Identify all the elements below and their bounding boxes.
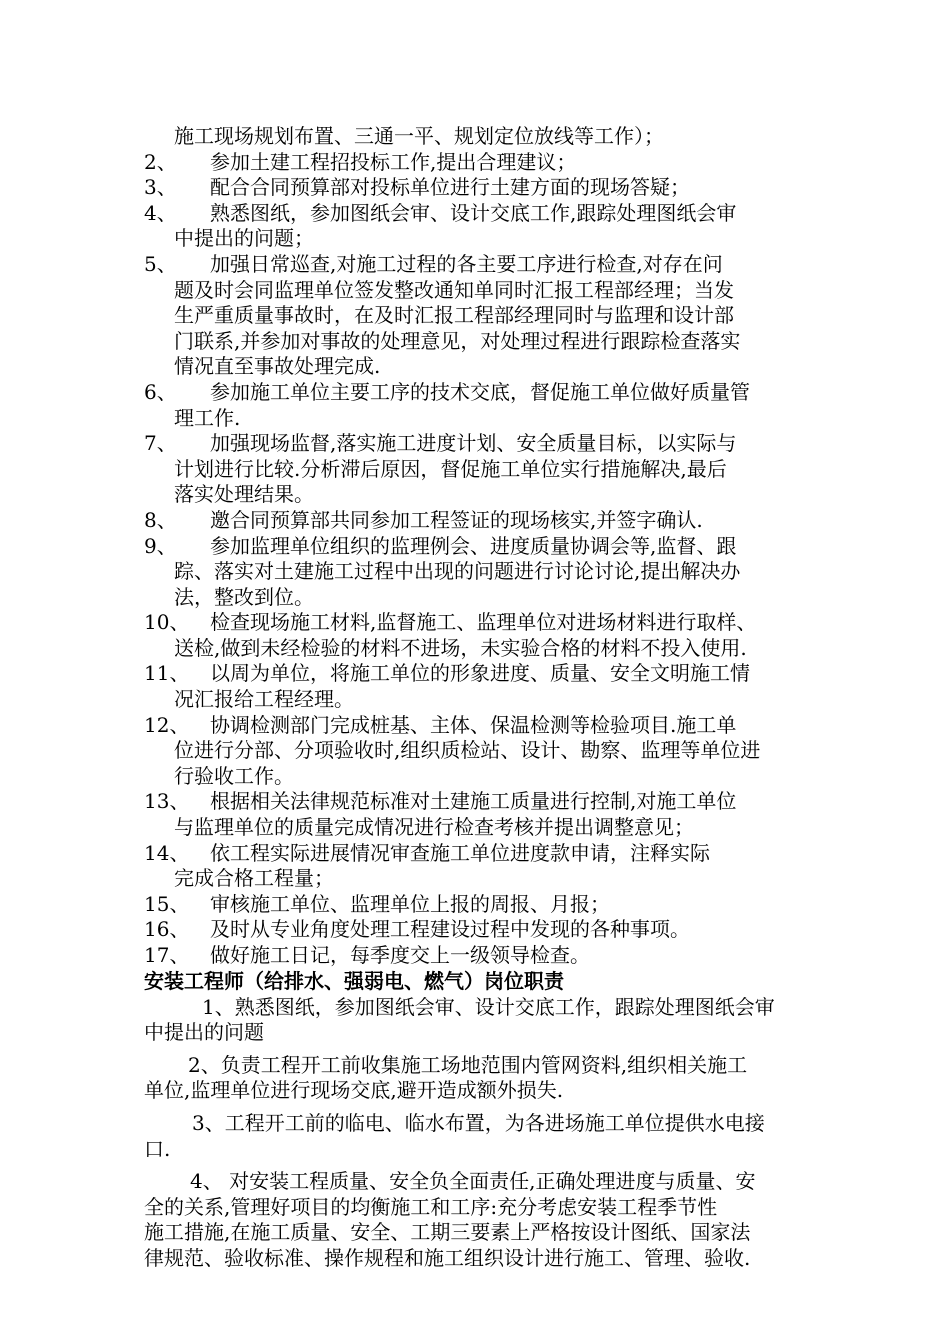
list-item <box>144 150 814 176</box>
paragraph-first-line: 4、 对安装工程质量、安全负全面责任,正确处理进度与质量、安 <box>190 1169 756 1194</box>
list-item-number: 11、 <box>144 661 190 686</box>
list-item <box>144 431 814 508</box>
list-item <box>144 175 814 201</box>
duty-paragraph <box>144 1111 814 1162</box>
list-item <box>144 789 814 840</box>
list-item <box>144 610 814 661</box>
list-item <box>144 713 814 790</box>
paragraph-line: 单位,监理单位进行现场交底,避开造成额外损失. <box>144 1078 564 1103</box>
list-item-continuation: 计划进行比较.分析滞后原因，督促施工单位实行措施解决,最后 <box>174 456 727 481</box>
list-item-continuation: 门联系,并参加对事故的处理意见，对处理过程进行跟踪检查落实 <box>174 328 741 353</box>
list-item-continuation: 送检,做到未经检验的材料不进场，未实验合格的材料不投入使用. <box>174 635 747 660</box>
paragraph-gap <box>144 1046 814 1053</box>
list-item-number: 7、 <box>144 431 177 456</box>
list-item-text: 依工程实际进展情况审查施工单位进度款申请，注释实际 <box>210 840 710 865</box>
paragraph-first-line: 1、熟悉图纸，参加图纸会审、设计交底工作，跟踪处理图纸会审 <box>202 994 775 1019</box>
list-item-number: 8、 <box>144 507 177 532</box>
duty-paragraph <box>144 1169 814 1271</box>
list-item-continuation: 行验收工作。 <box>174 763 294 788</box>
list-item-first-line <box>144 943 814 969</box>
list-item-number: 9、 <box>144 533 177 558</box>
list-item-continuation: 理工作. <box>174 405 241 430</box>
list-item-text: 加强日常巡查,对施工过程的各主要工序进行检查,对存在问 <box>210 251 723 276</box>
paragraph-line: 施工措施,在施工质量、安全、工期三要素上严格按设计图纸、国家法 <box>144 1220 751 1245</box>
list-item-number: 17、 <box>144 943 190 967</box>
list-item-number: 12、 <box>144 712 190 737</box>
list-item-number: 5、 <box>144 251 177 276</box>
list-item-first-line <box>144 431 814 457</box>
list-item-first-line <box>144 534 814 560</box>
list-item-first-line <box>144 661 814 687</box>
list-item <box>144 508 814 534</box>
paragraph-first-line: 2、负责工程开工前收集施工场地范围内管网资料,组织相关施工 <box>188 1052 748 1077</box>
numbered-list <box>144 150 814 969</box>
list-item-number: 10、 <box>144 610 190 635</box>
list-item-number: 13、 <box>144 789 190 814</box>
list-item-number: 4、 <box>144 200 177 225</box>
list-item <box>144 841 814 892</box>
list-item-text: 做好施工日记，每季度交上一级领导检查。 <box>210 943 590 967</box>
list-item-first-line <box>144 508 814 534</box>
paragraph-first-line: 3、工程开工前的临电、临水布置，为各进场施工单位提供水电接 <box>192 1110 765 1135</box>
paragraph-line: 口. <box>144 1136 171 1161</box>
list-item-continuation: 完成合格工程量； <box>174 866 334 891</box>
list-item <box>144 252 814 380</box>
list-item-first-line <box>144 175 814 201</box>
list-item <box>144 201 814 252</box>
paragraph-gap <box>144 1104 814 1111</box>
list-item-text: 参加土建工程招投标工作,提出合理建议； <box>210 149 577 174</box>
list-item-text: 检查现场施工材料,监督施工、监理单位对进场材料进行取样、 <box>210 610 757 635</box>
list-item <box>144 892 814 918</box>
paragraph-line: 全的关系,管理好项目的均衡施工和工序:充分考虑安装工程季节性 <box>144 1194 718 1219</box>
list-item-number: 16、 <box>144 917 190 942</box>
list-item-continuation: 情况直至事故处理完成. <box>174 354 381 379</box>
list-item-text: 以周为单位，将施工单位的形象进度、质量、安全文明施工情 <box>210 661 750 686</box>
list-item-first-line <box>144 610 814 636</box>
list-item <box>144 917 814 943</box>
list-item-text: 参加施工单位主要工序的技术交底，督促施工单位做好质量管 <box>210 379 750 404</box>
list-item <box>144 943 814 969</box>
paragraph-gap <box>144 1162 814 1169</box>
lead-line: 施工现场规划布置、三通一平、规划定位放线等工作）； <box>174 124 664 148</box>
list-item-first-line <box>144 892 814 918</box>
list-item-number: 2、 <box>144 149 177 174</box>
paragraph-line: 律规范、验收标准、操作规程和施工组织设计进行施工、管理、验收. <box>144 1245 751 1270</box>
duty-paragraph <box>144 1053 814 1104</box>
duty-paragraphs <box>144 995 814 1272</box>
duty-paragraph <box>144 995 814 1046</box>
list-item-text: 协调检测部门完成桩基、主体、保温检测等检验项目.施工单 <box>210 712 737 737</box>
list-item-text: 加强现场监督,落实施工进度计划、安全质量目标，以实际与 <box>210 431 737 456</box>
list-item-continuation: 位进行分部、分项验收时,组织质检站、设计、勘察、监理等单位进 <box>174 738 761 763</box>
list-item-continuation: 况汇报给工程经理。 <box>174 687 354 712</box>
list-item <box>144 661 814 712</box>
list-item-text: 及时从专业角度处理工程建设过程中发现的各种事项。 <box>210 917 690 942</box>
list-item-text: 参加监理单位组织的监理例会、进度质量协调会等,监督、跟 <box>210 533 737 558</box>
list-item-first-line <box>144 201 814 227</box>
list-item-continuation: 法，整改到位。 <box>174 584 314 609</box>
list-item-continuation: 题及时会同监理单位签发整改通知单同时汇报工程部经理；当发 <box>174 277 734 302</box>
list-item-first-line <box>144 252 814 278</box>
section-heading: 安装工程师（给排水、强弱电、燃气）岗位职责 <box>144 968 564 993</box>
list-item <box>144 534 814 611</box>
list-item-text: 审核施工单位、监理单位上报的周报、月报； <box>210 891 610 916</box>
list-item-first-line <box>144 841 814 867</box>
list-item-first-line <box>144 917 814 943</box>
list-item-continuation: 中提出的问题； <box>174 226 314 251</box>
list-item-continuation: 生严重质量事故时，在及时汇报工程部经理同时与监理和设计部 <box>174 303 734 328</box>
list-item-first-line <box>144 713 814 739</box>
list-item-number: 14、 <box>144 840 190 865</box>
list-item-continuation: 踪、落实对土建施工过程中出现的问题进行讨论讨论,提出解决办 <box>174 559 741 584</box>
list-item-text: 邀合同预算部共同参加工程签证的现场核实,并签字确认. <box>210 507 703 532</box>
list-item-continuation: 与监理单位的质量完成情况进行检查考核并提出调整意见； <box>174 815 694 840</box>
document-body <box>144 124 814 1272</box>
list-item-first-line <box>144 380 814 406</box>
list-item-number: 3、 <box>144 175 177 200</box>
list-item-text: 熟悉图纸，参加图纸会审、设计交底工作,跟踪处理图纸会审 <box>210 200 737 225</box>
list-item-text: 配合合同预算部对投标单位进行土建方面的现场答疑； <box>210 175 690 200</box>
list-item-first-line <box>144 789 814 815</box>
list-item <box>144 380 814 431</box>
list-item-number: 15、 <box>144 891 190 916</box>
list-item-continuation: 落实处理结果。 <box>174 482 314 507</box>
list-item-text: 根据相关法律规范标准对土建施工质量进行控制,对施工单位 <box>210 789 737 814</box>
list-item-first-line <box>144 150 814 176</box>
paragraph-line: 中提出的问题 <box>144 1020 264 1045</box>
list-item-number: 6、 <box>144 379 177 404</box>
